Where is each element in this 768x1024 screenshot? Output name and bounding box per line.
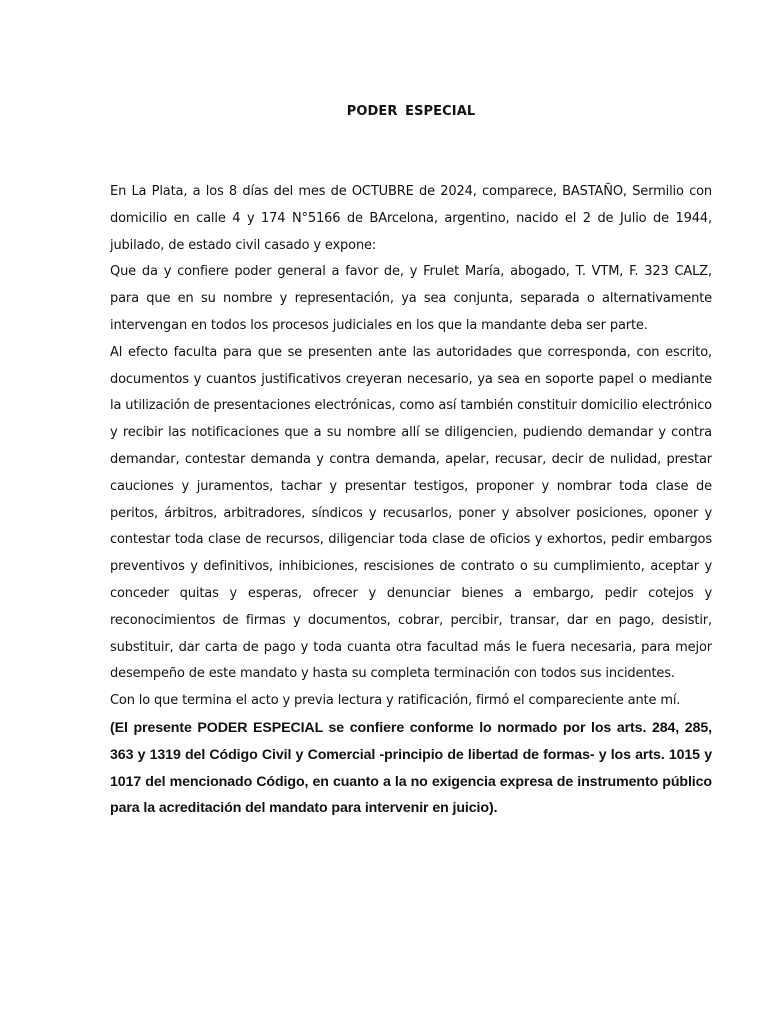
document-body bbox=[110, 179, 712, 822]
paragraph-cierre: Con lo que termina el acto y previa lectura y ratificación, firmó el compareciente ante mí. bbox=[110, 693, 681, 709]
paragraph-otorgamiento: Que da y confiere poder general a favor de, y Frulet María, abogado, T. VTM, F. 323 CALZ, para que en su nombre y representación, ya sea conjunta, separada o alternativamente intervengan en todos los procesos judiciales en los que la mandante deba ser parte. bbox=[110, 264, 712, 333]
paragraph-comparecencia: En La Plata, a los 8 días del mes de OCTUBRE de 2024, comparece, BASTAÑO, Sermilio con domicilio en calle 4 y 174 N°5166 de BArcelona, argentino, nacido el 2 de Julio de 1944, jubilado, de estado civil casado y expone: bbox=[110, 184, 712, 253]
document-title: PODER ESPECIAL bbox=[346, 104, 476, 119]
paragraph-nota-legal: (El presente PODER ESPECIAL se confiere conforme lo normado por los arts. 284, 285, 363 y 1319 del Código Civil y Comercial -principio de libertad de formas- y los arts. 1015 y 1017 del mencionado Código, en cuanto a la no exigencia expresa de instrumento público para la acreditación del mandato para intervenir en juicio). bbox=[110, 719, 712, 817]
paragraph-facultades: Al efecto faculta para que se presenten ante las autoridades que corresponda, con escrito, documentos y cuantos justificativos creyeran necesario, ya sea en soporte papel o mediante la utilización de presentaciones electrónicas, como así también constituir domicilio electrónico y recibir las notificaciones que a su nombre allí se diligencien, pudiendo demandar y contra demandar, contestar demanda y contra demanda, apelar, recusar, decir de nulidad, prestar cauciones y juramentos, tachar y presentar testigos, proponer y nombrar toda clase de peritos, árbitros, arbitradores, síndicos y recusarlos, poner y absolver posiciones, oponer y contestar toda clase de recursos, diligenciar toda clase de oficios y exhortos, pedir embargos preventivos y definitivos, inhibiciones, rescisiones de contrato o su cumplimiento, aceptar y conceder quitas y esperas, ofrecer y denunciar bienes a embargo, pedir cotejos y reconocimientos de firmas y documentos, cobrar, percibir, transar, dar en pago, desistir, substituir, dar carta de pago y toda cuanta otra facultad más le fuera necesaria, para mejor desempeño de este mandato y hasta su completa terminación con todos sus incidentes. bbox=[110, 344, 712, 682]
